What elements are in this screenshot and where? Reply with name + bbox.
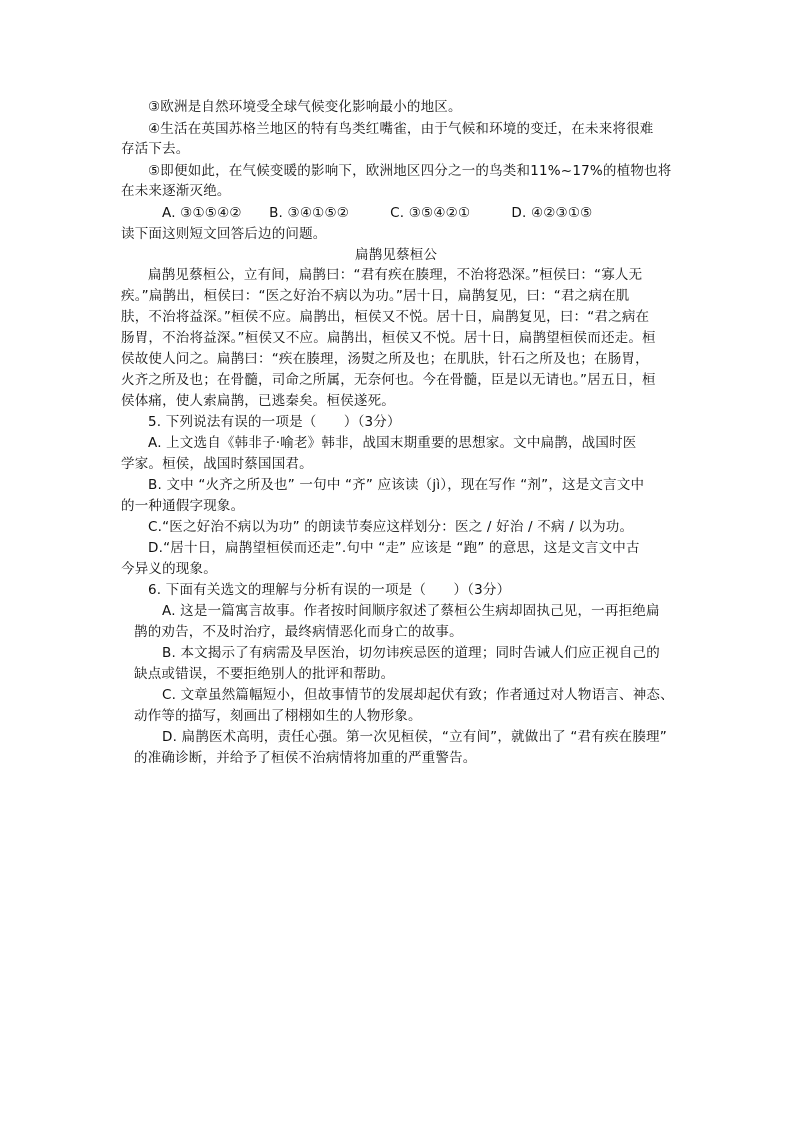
answer-choices: A. ③①⑤④② B. ③④①⑤② C. ③⑤④②① D. ④②③①⑤ [162, 205, 593, 221]
q6-option-a: A. 这是一篇寓言故事。作者按时间顺序叙述了蔡桓公生病却固执己见，一再拒绝扁 [162, 603, 660, 619]
option-line-3: ③欧洲是自然环境受全球气候变化影响最小的地区。 [148, 99, 462, 115]
q6-option-c-cont: 动作等的描写，刻画出了栩栩如生的人物形象。 [134, 708, 422, 724]
passage-line-6: 火齐之所及也；在骨髓，司命之所属，无奈何也。今在骨髓，臣是以无请也。”居五日，桓 [121, 372, 656, 388]
q5-option-a: A. 上文选自《韩非子·喻老》韩非，战国末期重要的思想家。文中扁鹊，战国时医 [148, 435, 637, 451]
q5-option-b: B. 文中 “火齐之所及也” 一句中 “齐” 应该读（jì），现在写作 “剂”，这是文言文中 [148, 477, 645, 493]
passage-line-4: 肠胃，不治将益深。”桓侯又不应。扁鹊出，桓侯又不悦。居十日，扁鹊望桓侯而还走。桓 [121, 330, 656, 346]
passage-title: 扁鹊见蔡桓公 [355, 247, 438, 263]
q6-option-d-cont: 的准确诊断，并给予了桓侯不治病情将加重的严重警告。 [134, 750, 477, 766]
reading-instruction: 读下面这则短文回答后边的问题。 [121, 226, 327, 242]
q5-option-a-cont: 学家。桓侯，战国时蔡国国君。 [121, 456, 313, 472]
option-line-4-cont: 存活下去。 [121, 141, 190, 157]
q5-option-b-cont: 的一种通假字现象。 [121, 498, 245, 514]
q6-option-c: C. 文章虽然篇幅短小，但故事情节的发展却起伏有致；作者通过对人物语言、神态、 [162, 687, 674, 703]
q6-option-b: B. 本文揭示了有病需及早医治，切勿讳疾忌医的道理；同时告诫人们应正视自己的 [162, 645, 660, 661]
option-line-5-cont: 在未来逐渐灭绝。 [121, 183, 231, 199]
q5-option-d-cont: 今异义的现象。 [121, 561, 217, 577]
q5-option-d: D.“居十日，扁鹊望桓侯而还走”.句中 “走” 应该是 “跑” 的意思，这是文言文中古 [148, 540, 640, 556]
option-line-5: ⑤即便如此，在气候变暖的影响下，欧洲地区四分之一的鸟类和11%~17%的植物也将 [148, 163, 672, 179]
passage-line-1: 扁鹊见蔡桓公，立有间，扁鹊曰：“君有疾在腠理，不治将恐深。”桓侯曰：“寡人无 [148, 267, 643, 283]
passage-line-3: 肤，不治将益深。”桓侯不应。扁鹊出，桓侯又不悦。居十日，扁鹊复见，曰：“君之病在 [121, 309, 650, 325]
q6-option-d: D. 扁鹊医术高明，责任心强。第一次见桓侯，“立有间”，就做出了 “君有疾在腠理” [162, 729, 667, 745]
passage-line-2: 疾。”扁鹊出，桓侯曰：“医之好治不病以为功。”居十日，扁鹊复见，曰：“君之病在肌 [121, 288, 630, 304]
question-6: 6. 下面有关选文的理解与分析有误的一项是（ ）（3分） [148, 582, 511, 598]
q5-option-c: C.“医之好治不病以为功” 的朗读节奏应这样划分：医之 / 好治 / 不病 / 以为功。 [148, 519, 634, 535]
q6-option-a-cont: 鹊的劝告，不及时治疗，最终病情恶化而身亡的故事。 [134, 624, 463, 640]
q6-option-b-cont: 缺点或错误，不要拒绝别人的批评和帮助。 [134, 666, 395, 682]
passage-line-5: 侯故使人问之。扁鹊曰：“疾在腠理，汤熨之所及也；在肌肤，针石之所及也；在肠胃， [121, 351, 649, 367]
passage-line-7: 侯体痛，使人索扁鹊，已逃秦矣。桓侯遂死。 [121, 393, 395, 409]
question-5: 5. 下列说法有误的一项是（ ）（3分） [148, 414, 401, 430]
option-line-4: ④生活在英国苏格兰地区的特有鸟类红嘴雀，由于气候和环境的变迁，在未来将很难 [148, 121, 654, 137]
